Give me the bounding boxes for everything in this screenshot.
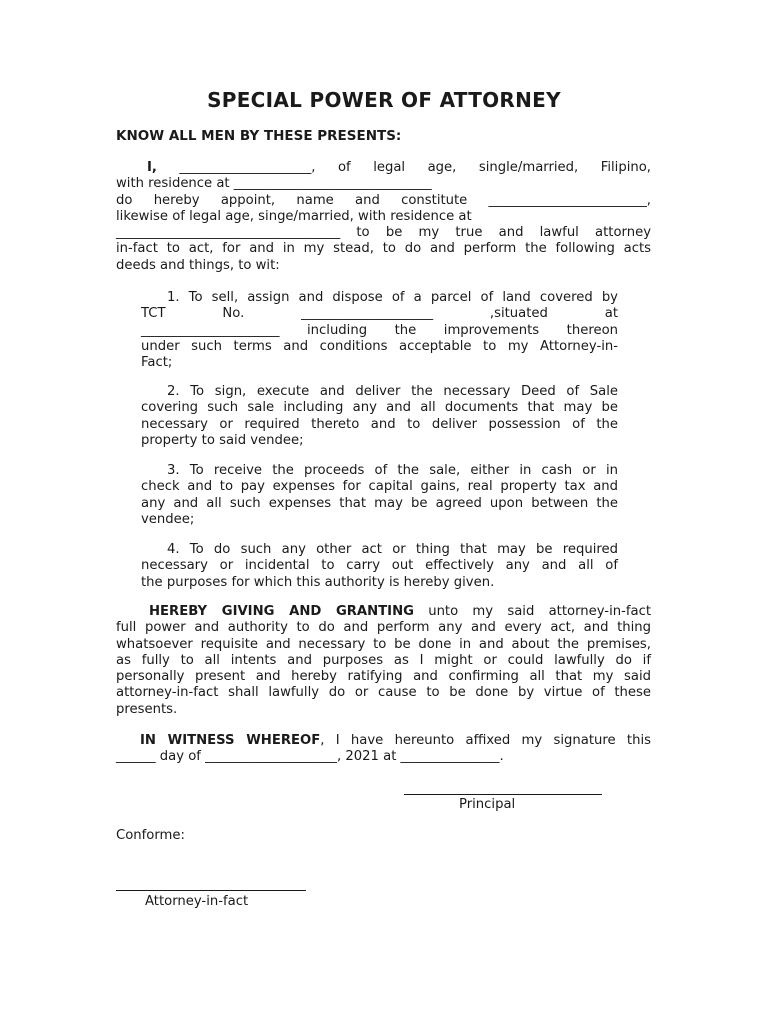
principal-signature-line [404, 794, 602, 795]
intro-line-1 [116, 160, 651, 176]
intro-line-5: __________________________________ to be my true and lawful attorney [116, 225, 651, 241]
item4-line-2: necessary or incidental to carry out effectively any and all of [141, 558, 618, 574]
item1-line-4: under such terms and conditions acceptable to my Attorney-in- [141, 338, 618, 354]
item2-line-3: necessary or required thereto and to deliver possession of the [141, 416, 618, 432]
intro-line-3: do hereby appoint, name and constitute ________________________, [116, 192, 651, 208]
intro-line-2: with residence at ______________________________ [116, 176, 432, 192]
item4-line-3: the purposes for which this authority is hereby given. [141, 574, 495, 590]
principal-label: Principal [459, 797, 516, 812]
item3-line-3: any and all such expenses that may be agreed upon between the [141, 495, 618, 511]
intro-pronoun: I, [147, 160, 157, 175]
giving-line-3: whatsoever requisite and necessary to be done in and about the premises, [116, 636, 651, 652]
item2-line-4: property to said vendee; [141, 432, 304, 448]
intro-paragraph [116, 160, 651, 274]
giving-line-1 [116, 604, 651, 620]
document-title: SPECIAL POWER OF ATTORNEY [207, 88, 561, 112]
giving-line-2: full power and authority to do and perform any and every act, and thing [116, 620, 651, 636]
item1-line-1: 1. To sell, assign and dispose of a parcel of land covered by [167, 290, 618, 305]
intro-line-1-text: ____________________, of legal age, single/married, Filipino, [156, 160, 651, 175]
power-item-4 [141, 542, 618, 591]
giving-line-1-text: unto my said attorney-in-fact [413, 604, 651, 619]
conforme-label: Conforme: [116, 828, 185, 843]
item2-line-1: 2. To sign, execute and deliver the necessary Deed of Sale [167, 384, 618, 399]
attorney-in-fact-label: Attorney-in-fact [145, 894, 249, 909]
giving-line-4: as fully to all intents and purposes as I might or could lawfully do if [116, 652, 651, 668]
item1-line-5: Fact; [141, 355, 173, 371]
granting-paragraph [116, 604, 651, 718]
item4-line-1: 4. To do such any other act or thing that may be required [167, 542, 618, 557]
item3-line-2: check and to pay expenses for capital gains, real property tax and [141, 479, 618, 495]
preamble: KNOW ALL MEN BY THESE PRESENTS: [116, 128, 402, 144]
item3-line-1: 3. To receive the proceeds of the sale, either in cash or in [167, 463, 618, 478]
power-item-2 [141, 384, 618, 449]
power-item-1 [141, 290, 618, 371]
giving-line-6: attorney-in-fact shall lawfully do or cause to be done by virtue of these [116, 685, 651, 701]
giving-line-7: presents. [116, 701, 178, 717]
witness-line-1 [116, 733, 651, 749]
witness-line-1-text: , I have hereunto affixed my signature this [320, 733, 651, 748]
giving-heading: HEREBY GIVING AND GRANTING [149, 604, 414, 619]
attorney-signature-line [116, 890, 306, 891]
item1-line-3: _____________________ including the improvements thereon [141, 322, 618, 338]
witness-heading: IN WITNESS WHEREOF [140, 733, 321, 748]
item1-line-2: TCT No. ____________________ ,situated at [141, 306, 618, 322]
giving-line-5: personally present and hereby ratifying and confirming all that my said [116, 669, 651, 685]
witness-paragraph [116, 733, 651, 766]
power-item-3 [141, 463, 618, 528]
item2-line-2: covering such sale including any and all documents that may be [141, 400, 618, 416]
item3-line-4: vendee; [141, 511, 195, 527]
intro-line-7: deeds and things, to wit: [116, 257, 280, 273]
witness-line-2: ______ day of ____________________, 2021 at _______________. [116, 749, 504, 765]
intro-line-6: in-fact to act, for and in my stead, to do and perform the following acts [116, 241, 651, 257]
intro-line-4: likewise of legal age, singe/married, with residence at [116, 208, 472, 224]
